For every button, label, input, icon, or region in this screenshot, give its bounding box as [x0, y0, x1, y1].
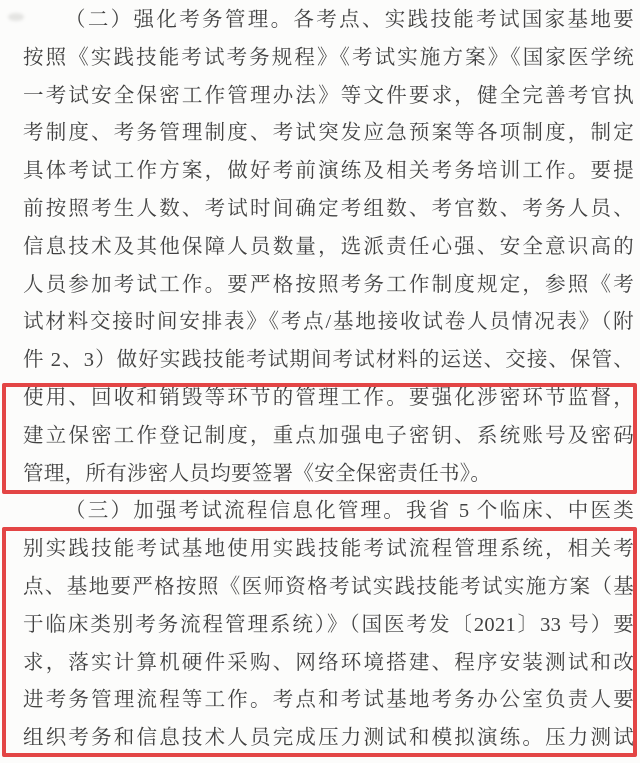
text-line: 管理，所有涉密人员均要签署《安全保密责任书》。 [23, 462, 492, 485]
text-line: 使用、回收和销毁等环节的管理工作。要强化涉密环节监督， [23, 386, 634, 409]
text-line: 件 2、3）做好实践技能考试期间考试材料的运送、交接、保管、 [23, 349, 634, 372]
text-line: 试材料交接时间安排表》《考点/基地接收试卷人员情况表》（附 [23, 311, 634, 334]
text-line: 考制度、考务管理制度、考试突发应急预案等各项制度，制定 [23, 122, 634, 145]
text-line: 按照《实践技能考试考务规程》《考试实施方案》《国家医学统 [23, 46, 634, 69]
text-line: 人员参加考试工作。要严格按照考务工作制度规定，参照《考 [23, 273, 634, 296]
text-line: 于临床类别考务流程管理系统）》（国医考发〔2021〕33 号）要 [23, 613, 634, 636]
text-line: 别实践技能考试基地使用实践技能考试流程管理系统，相关考 [23, 538, 634, 561]
document-text-block [23, 2, 634, 758]
text-line: 进考务管理流程等工作。考点和考试基地考务办公室负责人要 [23, 689, 634, 712]
scan-artifact [8, 13, 24, 21]
text-line: 一考试安全保密工作管理办法》等文件要求，健全完善考官执 [23, 84, 634, 107]
text-line: 信息技术及其他保障人员数量，选派责任心强、安全意识高的 [23, 235, 634, 258]
text-line: 具体考试工作方案，做好考前演练及相关考务培训工作。要提 [23, 160, 634, 183]
text-line: 求，落实计算机硬件采购、网络环境搭建、程序安装测试和改 [23, 651, 634, 674]
text-line: 建立保密工作登记制度，重点加强电子密钥、系统账号及密码 [23, 424, 634, 447]
text-line: （三）加强考试流程信息化管理。我省 5 个临床、中医类 [65, 500, 634, 523]
text-line: 前按照考生人数、考试时间确定考组数、考官数、考务人员、 [23, 197, 634, 220]
text-line: 组织考务和信息技术人员完成压力测试和模拟演练。压力测试 [23, 727, 634, 750]
text-line: 点、基地要严格按照《医师资格考试实践技能考试实施方案（基 [23, 575, 634, 598]
text-line: （二）强化考务管理。各考点、实践技能考试国家基地要 [65, 9, 634, 31]
